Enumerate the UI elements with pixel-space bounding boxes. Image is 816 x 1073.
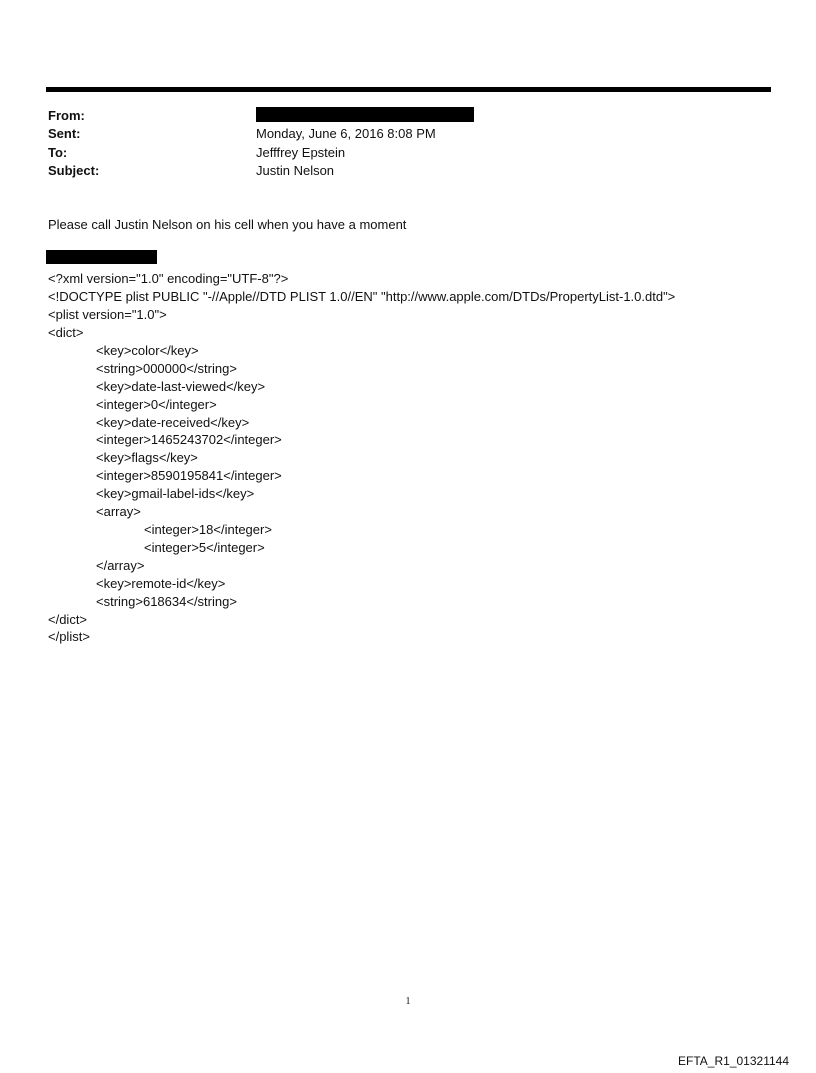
phone-redaction bbox=[46, 250, 157, 264]
plist-line: <key>date-last-viewed</key> bbox=[96, 379, 266, 394]
sent-label: Sent: bbox=[48, 126, 81, 141]
document-id: EFTA_R1_01321144 bbox=[678, 1054, 789, 1068]
subject-value: Justin Nelson bbox=[256, 163, 335, 178]
plist-line: <?xml version="1.0" encoding="UTF-8"?> bbox=[48, 271, 289, 286]
subject-label: Subject: bbox=[48, 163, 100, 178]
plist-line: <plist version="1.0"> bbox=[48, 307, 167, 322]
plist-line: <key>flags</key> bbox=[96, 450, 198, 465]
plist-line: <!DOCTYPE plist PUBLIC "-//Apple//DTD PLIST 1.0//EN" "http://www.apple.com/DTDs/PropertyList-1.0.dtd"> bbox=[48, 289, 676, 304]
plist-line: <dict> bbox=[48, 325, 84, 340]
plist-line: </array> bbox=[96, 558, 145, 573]
plist-line: <integer>18</integer> bbox=[144, 522, 272, 537]
plist-line: </dict> bbox=[48, 612, 88, 627]
header-divider bbox=[46, 87, 771, 92]
from-redaction bbox=[256, 107, 474, 122]
message-text: Please call Justin Nelson on his cell when you have a moment bbox=[48, 217, 407, 232]
plist-line: <string>000000</string> bbox=[96, 361, 237, 376]
plist-line: <string>618634</string> bbox=[96, 594, 237, 609]
plist-line: <array> bbox=[96, 504, 141, 519]
from-label: From: bbox=[48, 108, 85, 123]
plist-line: <integer>5</integer> bbox=[144, 540, 265, 555]
to-value: Jefffrey Epstein bbox=[256, 145, 346, 160]
plist-line: <integer>0</integer> bbox=[96, 397, 217, 412]
plist-line: <integer>1465243702</integer> bbox=[96, 432, 282, 447]
plist-line: <key>color</key> bbox=[96, 343, 199, 358]
page-number: 1 bbox=[405, 996, 411, 1007]
plist-line: <key>remote-id</key> bbox=[96, 576, 226, 591]
to-label: To: bbox=[48, 145, 68, 160]
plist-line: <key>date-received</key> bbox=[96, 415, 250, 430]
sent-value: Monday, June 6, 2016 8:08 PM bbox=[256, 126, 436, 141]
plist-line: <key>gmail-label-ids</key> bbox=[96, 486, 255, 501]
plist-line: <integer>8590195841</integer> bbox=[96, 468, 282, 483]
plist-line: </plist> bbox=[48, 629, 90, 644]
